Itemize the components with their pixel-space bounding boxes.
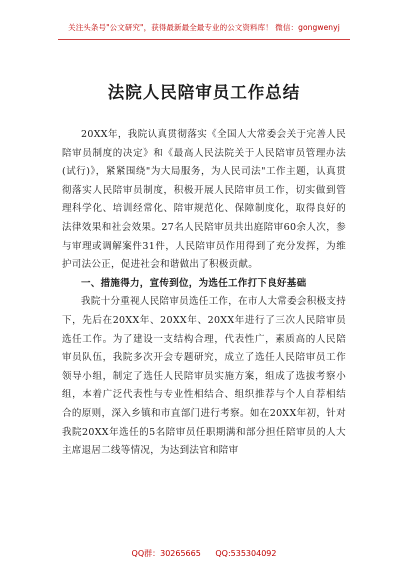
footer-qq-group: QQ群：30265665: [131, 549, 201, 558]
header-divider: [58, 39, 350, 40]
header-banner: 关注头条号"公文研究"，获得最新最全最专业的公文资料库！ 微信：gongwenyj: [68, 23, 340, 32]
section-paragraph: 我院十分重视人民陪审员选任工作，在市人大常委会积极支持下，先后在20XX年、20XX年、20XX年进行了三次人民陪审员选任工作。为了建设一支结构合理，代表性广，素质高的人民陪审员队伍，我院多次开会专题研究，成立了选任人民陪审员工作领导小组，制定了选任人民陪审员实施方案，组成了选拔考察小组，本着广泛代表性与专业性相结合、组织推荐与个人自荐相结合的原则，深入乡镇和市直部门进行考察。如在20XX年初，针对我院20XX年选任的5名陪审员任职期满和部分担任陪审员的人大主席退居二线等情况，为达到法官和陪审: [62, 296, 346, 457]
document-body: [62, 126, 346, 461]
intro-paragraph: 20XX年，我院认真贯彻落实《全国人大常委会关于完善人民陪审员制度的决定》和《最高人民法院关于人民陪审员管理办法(试行)》，紧紧围绕"为大局服务，为人民司法"工作主题，认真贯彻落实人民陪审员制度，积极开展人民陪审员工作，切实做到管理科学化、培训经常化、陪审规范化、保障制度化，取得良好的法律效果和社会效果。27名人民陪审员共出庭陪审60余人次，参与审理或调解案件31件，人民陪审员作用得到了充分发挥，为维护司法公正，促进社会和谐做出了积极贡献。: [62, 129, 346, 271]
section-heading: 一、措施得力，宣传到位，为选任工作打下良好基础: [81, 277, 307, 289]
footer-qq-contact: QQ:535304092: [215, 549, 277, 558]
document-title: 法院人民陪审员工作总结: [107, 83, 301, 102]
footer-banner: [0, 548, 408, 559]
